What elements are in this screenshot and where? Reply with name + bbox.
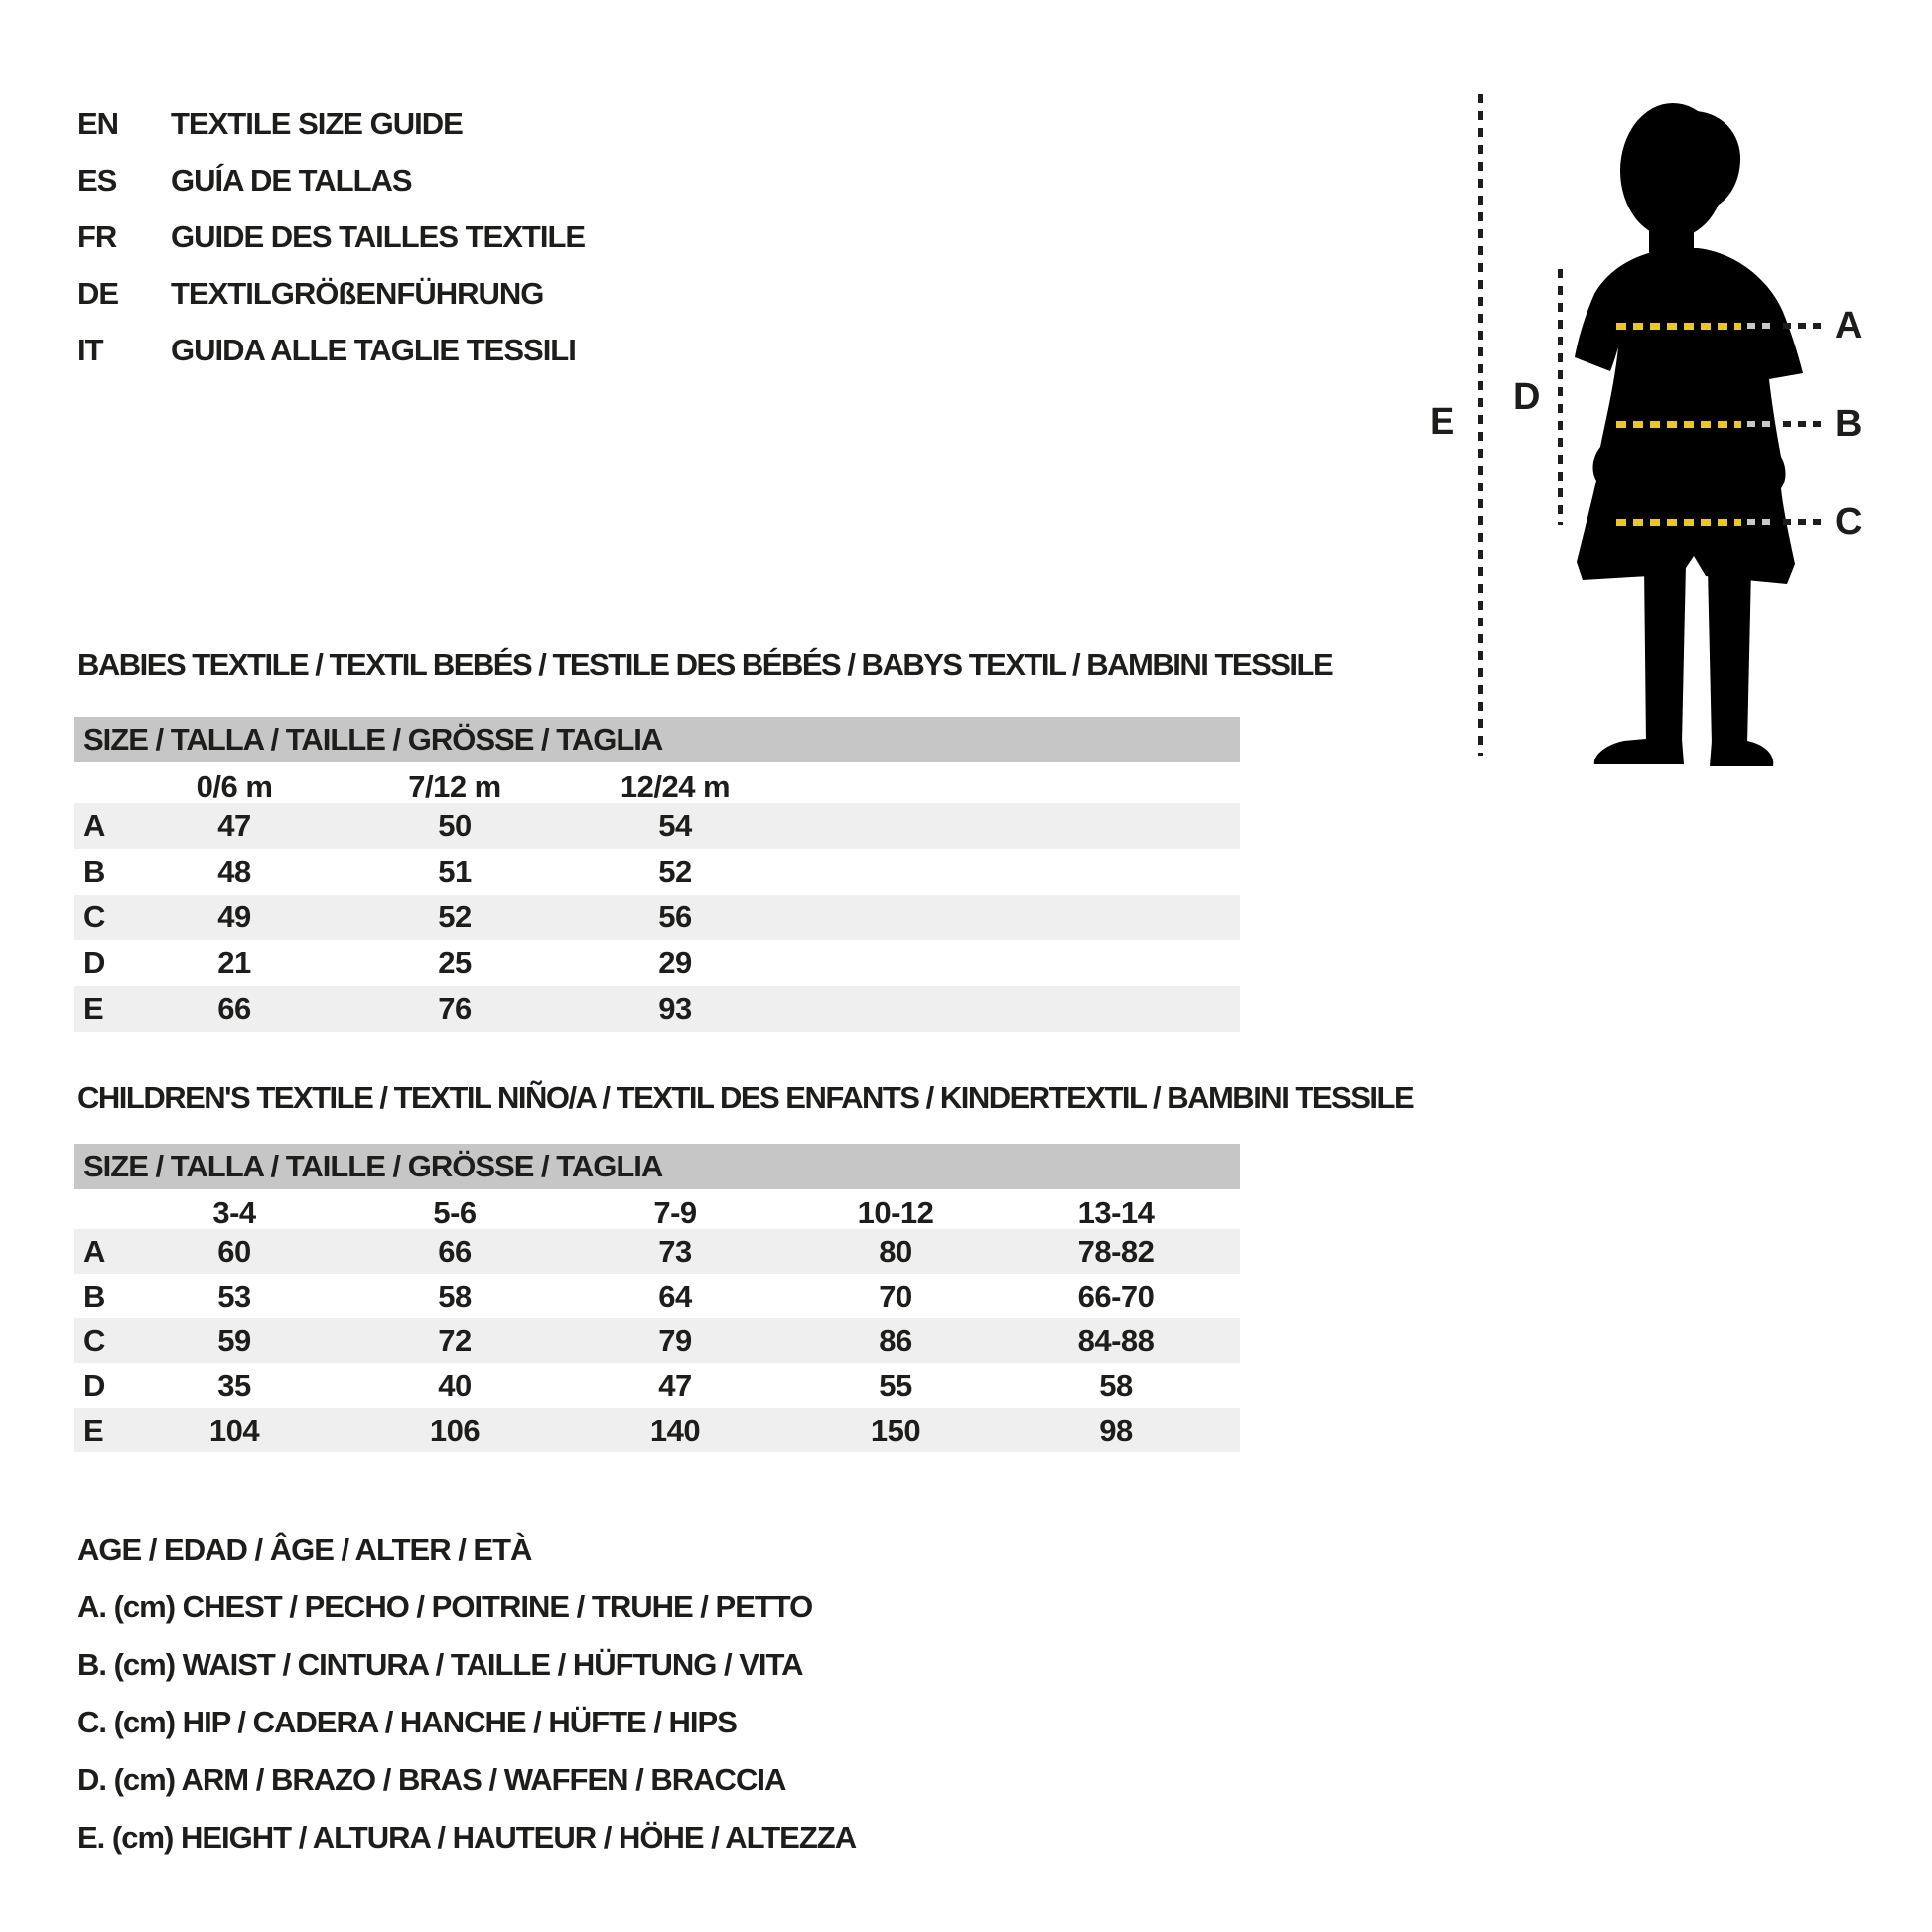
table-cell: 60 — [217, 1233, 251, 1269]
table-cell: 35 — [217, 1367, 251, 1403]
table-row — [74, 803, 1240, 849]
table-cell: 56 — [658, 899, 692, 934]
waist-line-fade — [1747, 421, 1773, 427]
measurement-legend — [77, 1521, 856, 1866]
legend-line-waist: B. (cm) WAIST / CINTURA / TAILLE / HÜFTUNG / VITA — [77, 1647, 803, 1682]
row-label: E — [83, 991, 104, 1026]
table-row — [74, 986, 1240, 1032]
table-cell: 55 — [879, 1367, 912, 1403]
babies-col-header: 12/24 m — [620, 769, 731, 804]
table-cell: 29 — [658, 945, 692, 980]
children-col-header: 7-9 — [653, 1195, 697, 1230]
header-line-fr — [77, 208, 585, 265]
table-cell: 66 — [438, 1233, 472, 1269]
babies-size-table — [74, 717, 1240, 1032]
table-row — [74, 940, 1240, 986]
marker-label-B: B — [1835, 403, 1862, 445]
legend-line-age: AGE / EDAD / ÂGE / ALTER / ETÀ — [77, 1532, 532, 1567]
table-cell: 40 — [438, 1367, 472, 1403]
table-cell: 49 — [217, 899, 251, 934]
children-size-header-bar: SIZE / TALLA / TAILLE / GRÖSSE / TAGLIA — [74, 1144, 1240, 1189]
table-cell: 79 — [658, 1322, 692, 1358]
table-cell: 48 — [217, 854, 251, 889]
table-row — [74, 849, 1240, 895]
row-label: B — [83, 1278, 105, 1313]
table-cell: 21 — [217, 945, 251, 980]
table-row — [74, 1408, 1240, 1452]
language-header-block — [77, 95, 585, 378]
marker-label-A: A — [1835, 305, 1862, 346]
language-code: ES — [77, 162, 117, 198]
header-line-de — [77, 265, 585, 322]
legend-line-arm: D. (cm) ARM / BRAZO / BRAS / WAFFEN / BRACCIA — [77, 1762, 786, 1797]
table-cell: 86 — [879, 1322, 912, 1358]
table-cell: 50 — [438, 808, 472, 843]
chest-line-yellow — [1616, 323, 1741, 330]
table-cell: 58 — [438, 1278, 472, 1313]
silhouette-right-leg — [1708, 568, 1751, 745]
chest-line-leader — [1783, 323, 1827, 329]
chest-line-fade — [1747, 323, 1773, 329]
table-cell: 58 — [1099, 1367, 1133, 1403]
table-cell: 66-70 — [1077, 1278, 1155, 1313]
row-label: B — [83, 854, 105, 889]
guide-title-it: GUIDA ALLE TAGLIE TESSILI — [171, 332, 576, 367]
table-cell: 106 — [429, 1412, 481, 1448]
legend-line-hip: C. (cm) HIP / CADERA / HANCHE / HÜFTE / HIPS — [77, 1705, 737, 1739]
row-label: A — [83, 1233, 105, 1269]
row-label: D — [83, 945, 105, 980]
language-code: DE — [77, 275, 119, 311]
children-section-title: CHILDREN'S TEXTILE / TEXTIL NIÑO/A / TEXTIL DES ENFANTS / KINDERTEXTIL / BAMBINI TESSILE — [77, 1080, 1414, 1115]
child-silhouette — [1529, 97, 1886, 782]
babies-column-header-row — [74, 769, 1240, 803]
row-label: D — [83, 1367, 105, 1403]
table-cell: 76 — [438, 991, 472, 1026]
table-cell: 78-82 — [1077, 1233, 1155, 1269]
language-code: EN — [77, 105, 119, 141]
language-code: FR — [77, 218, 117, 254]
table-cell: 93 — [658, 991, 692, 1026]
table-cell: 51 — [438, 854, 472, 889]
hip-line-leader — [1783, 519, 1827, 525]
guide-title-de: TEXTILGRÖßENFÜHRUNG — [171, 275, 544, 311]
table-cell: 98 — [1099, 1412, 1133, 1448]
guide-title-fr: GUIDE DES TAILLES TEXTILE — [171, 218, 586, 254]
table-cell: 52 — [658, 854, 692, 889]
row-label: C — [83, 1322, 105, 1358]
hip-line-yellow — [1616, 519, 1741, 526]
table-row — [74, 1318, 1240, 1363]
marker-label-D: D — [1513, 376, 1540, 418]
babies-section-title: BABIES TEXTILE / TEXTIL BEBÉS / TESTILE DES BÉBÉS / BABYS TEXTIL / BAMBINI TESSILE — [77, 647, 1333, 682]
waist-line-yellow — [1616, 421, 1741, 428]
table-cell: 47 — [217, 808, 251, 843]
table-cell: 72 — [438, 1322, 472, 1358]
children-column-header-row — [74, 1195, 1240, 1229]
guide-title-en: TEXTILE SIZE GUIDE — [171, 105, 463, 141]
table-row — [74, 1363, 1240, 1408]
hip-line-fade — [1747, 519, 1773, 525]
table-cell: 140 — [649, 1412, 701, 1448]
table-cell: 150 — [870, 1412, 921, 1448]
silhouette-torso — [1575, 248, 1803, 584]
marker-label-E: E — [1430, 401, 1454, 443]
guide-title-es: GUÍA DE TALLAS — [171, 162, 412, 198]
silhouette-right-shoe — [1710, 741, 1773, 766]
babies-col-header: 0/6 m — [196, 769, 273, 804]
row-label: E — [83, 1412, 104, 1448]
table-cell: 25 — [438, 945, 472, 980]
table-cell: 80 — [879, 1233, 912, 1269]
marker-label-C: C — [1835, 501, 1862, 543]
babies-col-header: 7/12 m — [408, 769, 501, 804]
table-cell: 104 — [208, 1412, 260, 1448]
table-cell: 70 — [879, 1278, 912, 1313]
header-line-it — [77, 322, 585, 378]
table-cell: 47 — [658, 1367, 692, 1403]
table-cell: 84-88 — [1077, 1322, 1155, 1358]
children-col-header: 10-12 — [857, 1195, 934, 1230]
silhouette-hair — [1694, 111, 1740, 208]
babies-size-header-bar: SIZE / TALLA / TAILLE / GRÖSSE / TAGLIA — [74, 717, 1240, 762]
height-measure-line-E — [1478, 94, 1483, 756]
table-row — [74, 895, 1240, 940]
table-cell: 73 — [658, 1233, 692, 1269]
silhouette-left-shoe — [1594, 739, 1684, 764]
children-col-header: 13-14 — [1077, 1195, 1155, 1230]
header-line-en — [77, 95, 585, 152]
children-col-header: 5-6 — [433, 1195, 477, 1230]
row-label: C — [83, 899, 105, 934]
table-cell: 53 — [217, 1278, 251, 1313]
waist-line-leader — [1783, 421, 1827, 427]
table-cell: 66 — [217, 991, 251, 1026]
table-cell: 59 — [217, 1322, 251, 1358]
table-cell: 52 — [438, 899, 472, 934]
table-cell: 54 — [658, 808, 692, 843]
row-label: A — [83, 808, 105, 843]
language-code: IT — [77, 332, 103, 367]
children-size-table — [74, 1144, 1240, 1452]
table-row — [74, 1229, 1240, 1274]
table-row — [74, 1274, 1240, 1318]
silhouette-left-leg — [1644, 564, 1686, 743]
legend-line-height: E. (cm) HEIGHT / ALTURA / HAUTEUR / HÖHE / ALTEZZA — [77, 1820, 857, 1855]
table-cell: 64 — [658, 1278, 692, 1313]
children-col-header: 3-4 — [212, 1195, 256, 1230]
legend-line-chest: A. (cm) CHEST / PECHO / POITRINE / TRUHE / PETTO — [77, 1589, 813, 1624]
header-line-es — [77, 152, 585, 208]
